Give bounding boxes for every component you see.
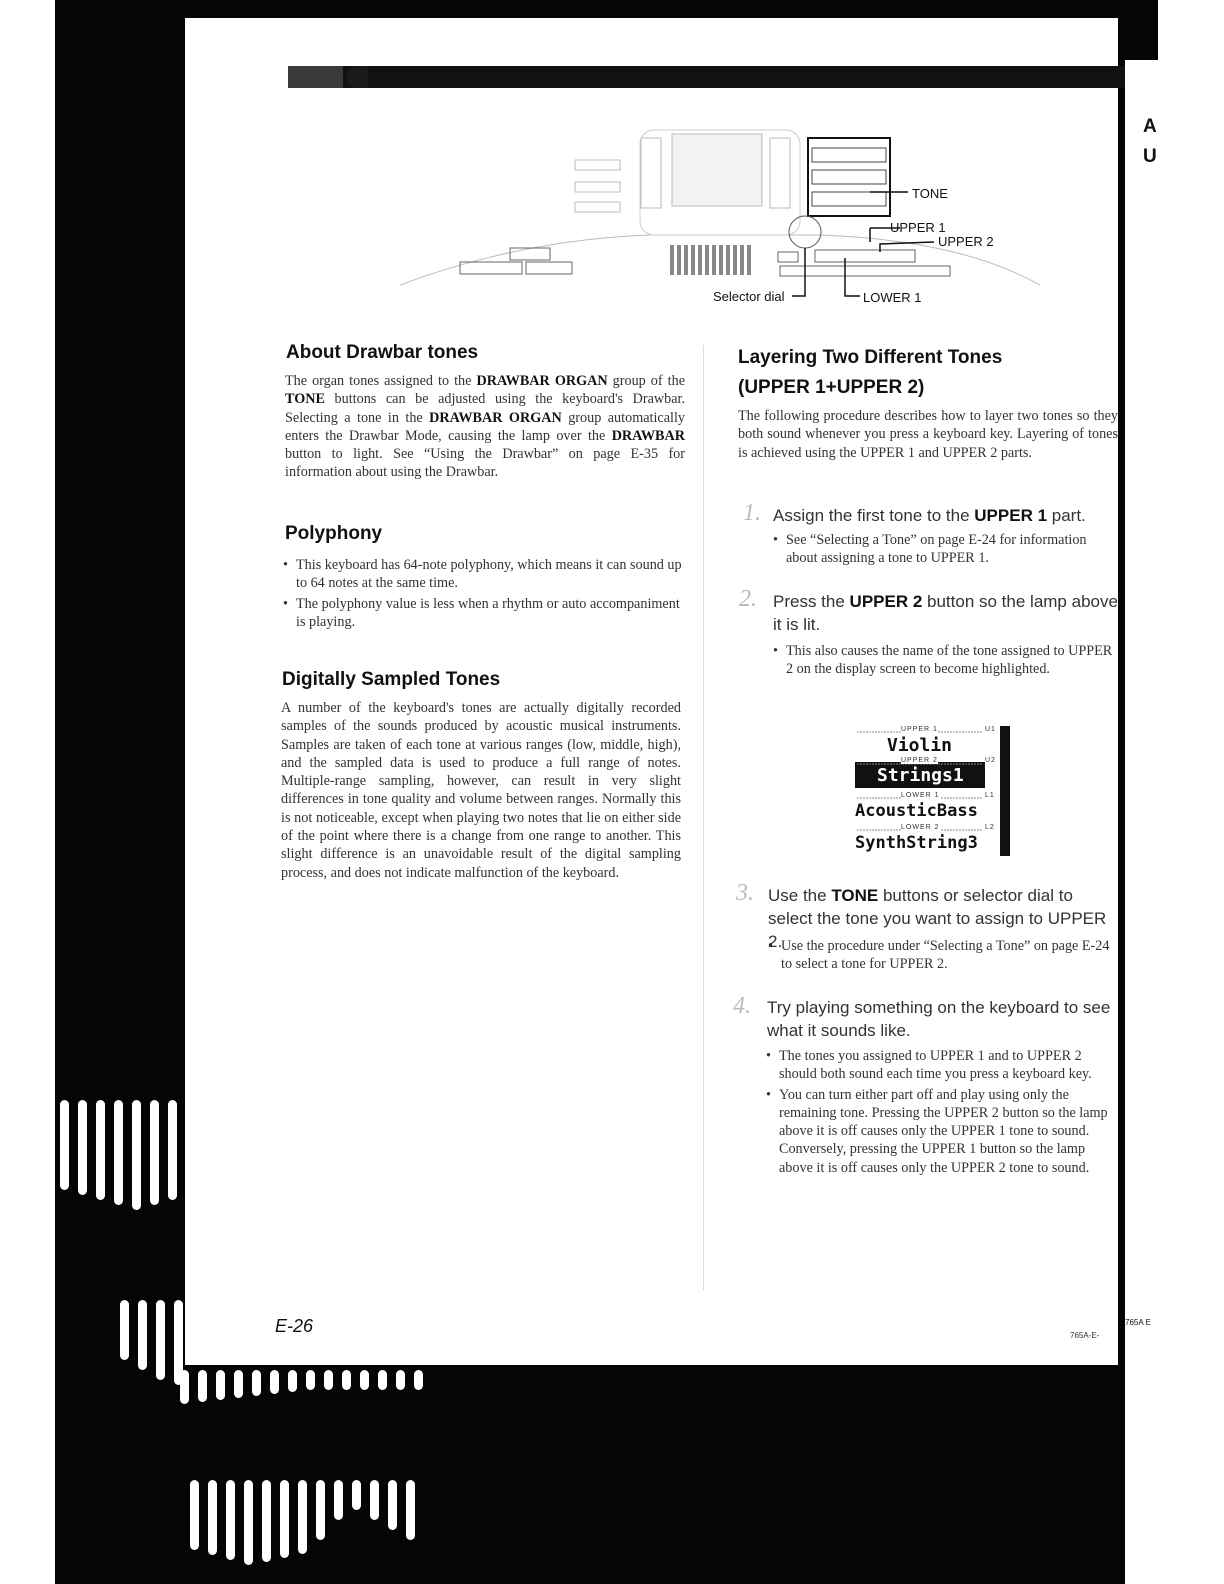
adjacent-doc-code: 765A E xyxy=(1125,1318,1151,1327)
lcd-label-upper2: UPPER 2 xyxy=(901,757,938,764)
header-bar xyxy=(288,66,1128,88)
lcd-tone-lower2: SynthString3 xyxy=(855,833,978,853)
binding-stripes-left xyxy=(60,1100,195,1210)
lcd-label-lower2: LOWER 2 xyxy=(901,824,940,831)
lcd-tag-u1: U1 xyxy=(985,726,996,733)
callout-selector-dial: Selector dial xyxy=(713,289,785,304)
step-4-text: Try playing something on the keyboard to see what it sounds like. xyxy=(767,998,1111,1040)
page-number: E-26 xyxy=(275,1316,314,1336)
keyboard-illustration xyxy=(400,120,1050,310)
lcd-tag-l2: L2 xyxy=(985,824,995,831)
lcd-tone-upper2-highlighted: Strings1 xyxy=(877,765,964,786)
binding-stripes-bottom xyxy=(180,1370,423,1404)
binding-stripes-lower xyxy=(190,1480,415,1565)
keyboard-panel-diagram xyxy=(400,120,1050,310)
list-item: • This keyboard has 64-note polyphony, which means it can sound up to 64 notes at the same time. xyxy=(283,556,685,593)
step-3-bullets xyxy=(768,937,1116,976)
sampled-paragraph: A number of the keyboard's tones are actually digitally recorded samples of the sounds produced by acoustic musical instruments. Samples are taken of each tone at various ranges (low, middle, high), and the sampled data is used to produce a full range of notes. Multiple-range sampling, however, can result in very slight differences in tone quality and volume between ranges. Normally this is not noticeable, except when playing two notes that lie on either side of the point where there is a change from one range to another. This slight difference is an unavoidable result of the digital sampling process, and does not indicate malfunction of the keyboard. xyxy=(281,700,681,881)
adjacent-page-edge xyxy=(1125,60,1224,1584)
step-1-bullets xyxy=(773,531,1118,570)
step-number-4: 4. xyxy=(733,993,751,1019)
callout-upper2: UPPER 2 xyxy=(938,234,994,249)
heading-digitally-sampled: Digitally Sampled Tones xyxy=(282,669,501,690)
lcd-label-upper1: UPPER 1 xyxy=(901,726,938,733)
step-number-3: 3. xyxy=(736,880,754,906)
lcd-tag-u2: U2 xyxy=(985,757,996,764)
step-number-2: 2. xyxy=(739,586,757,612)
list-item: • This also causes the name of the tone assigned to UPPER 2 on the display screen to become highlighted. xyxy=(773,642,1118,679)
polyphony-bullets xyxy=(283,556,685,633)
lcd-tone-lower1: AcousticBass xyxy=(855,801,978,821)
step-1-text: Assign the first tone to the UPPER 1 part. xyxy=(773,506,1086,525)
heading-polyphony: Polyphony xyxy=(285,523,383,544)
heading-layering-line2: (UPPER 1+UPPER 2) xyxy=(738,377,925,398)
callout-tone: TONE xyxy=(912,186,948,201)
list-item: • The tones you assigned to UPPER 1 and to UPPER 2 should both sound each time you press a keyboard key. xyxy=(766,1047,1116,1084)
lcd-display xyxy=(853,722,1013,860)
step-4-bullets xyxy=(766,1047,1116,1179)
column-divider xyxy=(703,345,704,1290)
adjacent-letter-a: A xyxy=(1143,116,1157,137)
step-3-text: Use the TONE buttons or selector dial to select the tone you want to assign to UPPER 2. xyxy=(768,886,1107,951)
doc-code: 765A-E- xyxy=(1070,1331,1100,1340)
heading-about-drawbar: About Drawbar tones xyxy=(286,342,479,363)
lcd-tag-l1: L1 xyxy=(985,792,995,799)
adjacent-letter-u: U xyxy=(1143,146,1157,167)
list-item: • See “Selecting a Tone” on page E-24 for information about assigning a tone to UPPER 1. xyxy=(773,531,1118,568)
callout-upper1: UPPER 1 xyxy=(890,220,946,235)
list-item: • The polyphony value is less when a rhythm or auto accompaniment is playing. xyxy=(283,595,685,632)
step-2-bullets xyxy=(773,642,1118,681)
list-item: • Use the procedure under “Selecting a Tone” on page E-24 to select a tone for UPPER 2. xyxy=(768,937,1116,974)
callout-lower1: LOWER 1 xyxy=(863,290,922,305)
step-2-text: Press the UPPER 2 button so the lamp above it is lit. xyxy=(773,592,1118,634)
layering-intro: The following procedure describes how to layer two tones so they both sound whenever you press a keyboard key. Layering of tones is achieved using the UPPER 1 and UPPER 2 parts. xyxy=(738,408,1118,461)
drawbar-paragraph: The organ tones assigned to the DRAWBAR ORGAN group of the TONE buttons can be adjusted using the keyboard's Drawbar. Selecting a tone in the DRAWBAR ORGAN group automatically enters the Drawbar Mode, causing the lamp over the DRAWBAR button to light. See “Using the Drawbar” on page E-35 for information about using the Drawbar. xyxy=(285,373,685,481)
lcd-tone-upper1: Violin xyxy=(887,735,953,756)
step-number-1: 1. xyxy=(743,500,761,526)
lcd-label-lower1: LOWER 1 xyxy=(901,792,940,799)
scan-border-top xyxy=(55,0,1155,18)
list-item: • You can turn either part off and play using only the remaining tone. Pressing the UPPER 2 button so the lamp above it is off causes only the UPPER 1 tone to sound. Conversely, pressing the UPPER 1 button so the lamp above it is off causes only the UPPER 2 tone to sound. xyxy=(766,1086,1116,1177)
binding-stripes-mid xyxy=(120,1300,183,1385)
heading-layering-line1: Layering Two Different Tones xyxy=(738,347,1003,368)
